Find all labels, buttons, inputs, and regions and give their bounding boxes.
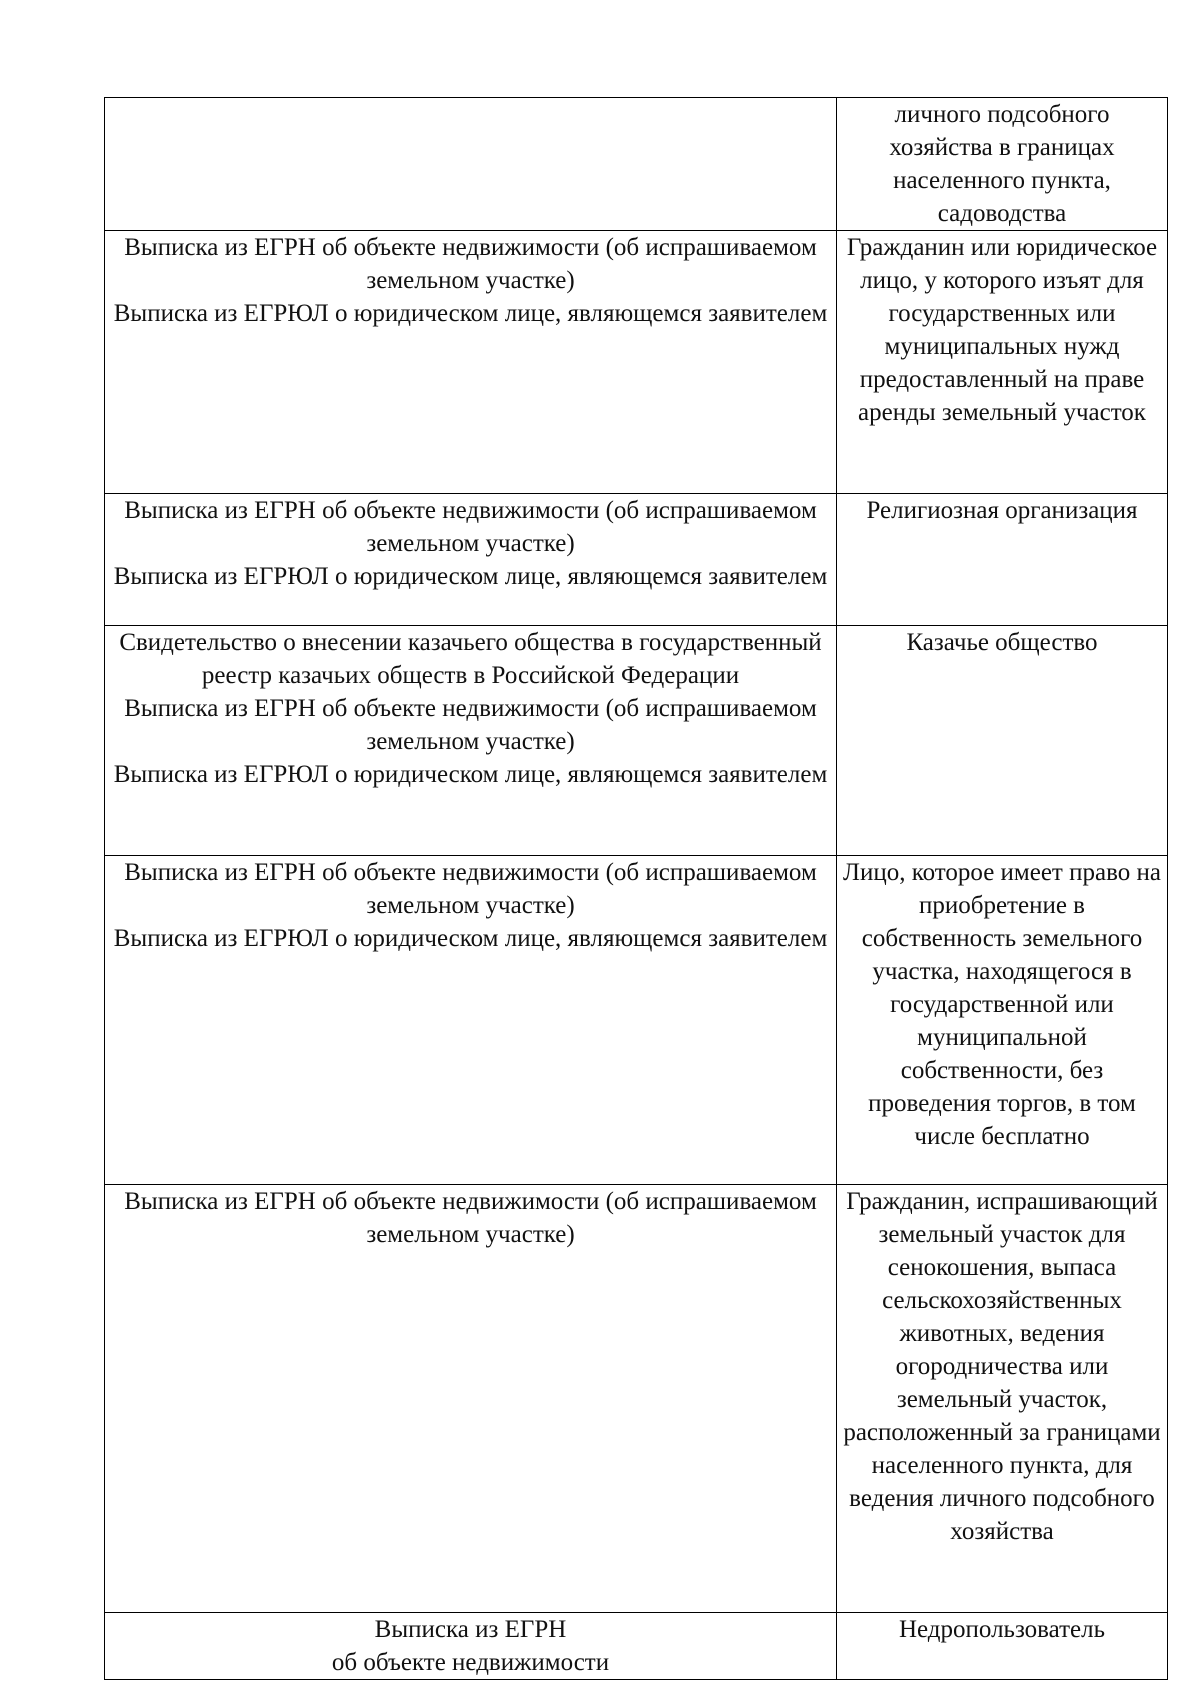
document-item: Выписка из ЕГРЮЛ о юридическом лице, являющемся заявителем: [113, 563, 828, 590]
documents-cell: [105, 98, 837, 231]
document-item: Выписка из ЕГРН об объекте недвижимости (об испрашиваемом земельном участке): [124, 859, 817, 919]
table-row: [105, 494, 1168, 626]
document-item: Выписка из ЕГРЮЛ о юридическом лице, являющемся заявителем: [113, 925, 828, 952]
documents-cell: [105, 1185, 837, 1613]
table-row: [105, 1185, 1168, 1613]
document-item: Выписка из ЕГРН об объекте недвижимости (об испрашиваемом земельном участке): [124, 497, 817, 557]
documents-cell: [105, 1613, 837, 1680]
document-item: Выписка из ЕГРЮЛ о юридическом лице, являющемся заявителем: [113, 300, 828, 327]
applicant-text: Недропользователь: [898, 1616, 1106, 1643]
applicant-cell: [837, 494, 1168, 626]
document-item: Выписка из ЕГРН об объекте недвижимости (об испрашиваемом земельном участке): [124, 234, 817, 294]
document-item: Свидетельство о внесении казачьего общества в государственный реестр казачьих обществ в Российской Федерации: [119, 629, 822, 689]
table-row: [105, 626, 1168, 856]
applicant-text: Лицо, которое имеет право на приобретение в собственность земельного участка, находящегося в государственной или муниципальной собственности, без проведения торгов, в том числе бесплатно: [843, 859, 1161, 1150]
document-item: Выписка из ЕГРЮЛ о юридическом лице, являющемся заявителем: [113, 761, 828, 788]
applicant-cell: [837, 1185, 1168, 1613]
applicant-cell: [837, 856, 1168, 1185]
documents-cell: [105, 856, 837, 1185]
document-item: Выписка из ЕГРН об объекте недвижимости (об испрашиваемом земельном участке): [124, 695, 817, 755]
applicant-text: личного подсобного хозяйства в границах населенного пункта, садоводства: [889, 101, 1115, 227]
documents-cell: [105, 231, 837, 494]
applicant-cell: [837, 231, 1168, 494]
table-row: [105, 231, 1168, 494]
table-row: [105, 98, 1168, 231]
document-item: Выписка из ЕГРН: [374, 1616, 567, 1643]
applicant-text: Гражданин, испрашивающий земельный участок для сенокошения, выпаса сельскохозяйственных животных, ведения огородничества или земельный участок, расположенный за границами населенного пункта, для ведения личного подсобного хозяйства: [843, 1188, 1161, 1545]
applicant-cell: [837, 98, 1168, 231]
document-item: об объекте недвижимости: [331, 1649, 610, 1676]
applicant-cell: [837, 626, 1168, 856]
applicant-text: Казачье общество: [906, 629, 1098, 656]
documents-cell: [105, 494, 837, 626]
document-item: Выписка из ЕГРН об объекте недвижимости (об испрашиваемом земельном участке): [124, 1188, 817, 1248]
table-row: [105, 1613, 1168, 1680]
documents-table: [104, 97, 1168, 1680]
applicant-text: Религиозная организация: [866, 497, 1138, 524]
documents-cell: [105, 626, 837, 856]
applicant-text: Гражданин или юридическое лицо, у которого изъят для государственных или муниципальных нужд предоставленный на праве аренды земельный участок: [846, 234, 1158, 426]
applicant-cell: [837, 1613, 1168, 1680]
table-row: [105, 856, 1168, 1185]
